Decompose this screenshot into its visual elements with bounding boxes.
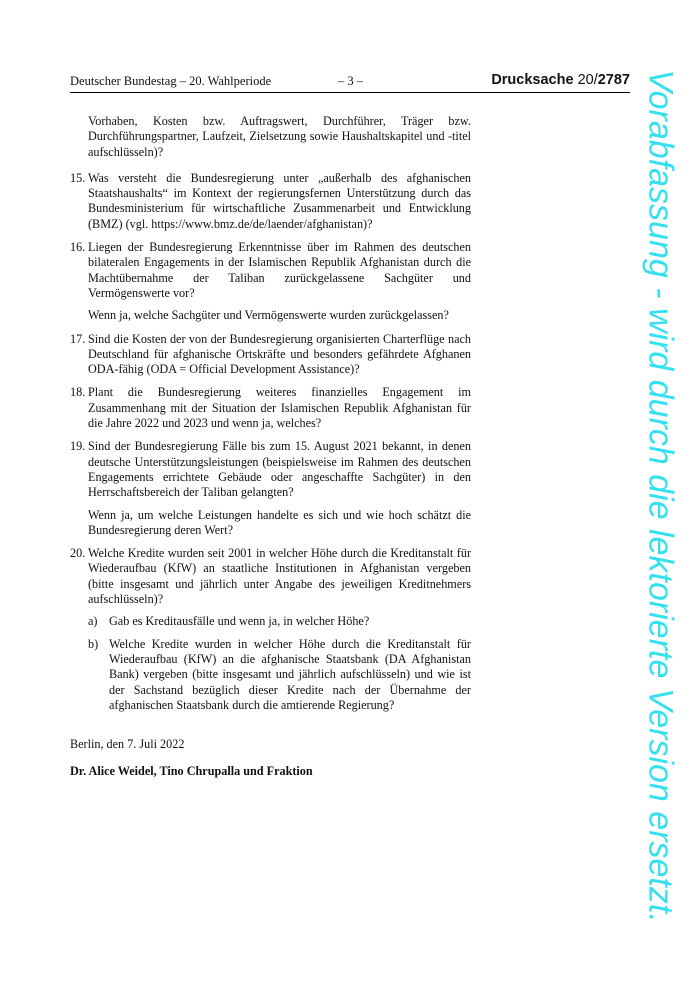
question-20 (70, 546, 471, 713)
question-number: 18. (70, 385, 86, 400)
question-text: Sind der Bundesregierung Fälle bis zum 15. August 2021 bekannt, in denen deutsche Unterstützungsleistungen (beispielsweise im Rahmen des deutschen Engagements errichtete Gebäude oder angeschaffte Sachgüter) in den Herrschaftsbereich der Taliban gelangten? (88, 439, 471, 500)
sub-question-a (88, 614, 471, 629)
question-number: 16. (70, 240, 86, 255)
question-number: 15. (70, 170, 86, 185)
sub-question-letter: a) (88, 614, 98, 629)
page-number: – 3 – (338, 74, 363, 88)
doc-label: Drucksache (491, 72, 574, 88)
question-17 (70, 332, 471, 378)
draft-watermark: Vorabfassung - wird durch die lektorierte Version ersetzt. (641, 69, 680, 923)
signatories: Dr. Alice Weidel, Tino Chrupalla und Fraktion (70, 764, 313, 779)
question-text: Liegen der Bundesregierung Erkenntnisse über im Rahmen des deutschen bilateralen Engagements in der Islamischen Republik Afghanistan durch die Machtübernahme der Taliban zurückgelassene Sachgüter und Vermögenswerte vor? (88, 240, 471, 300)
question-19 (70, 439, 471, 538)
question-15 (70, 171, 471, 232)
page-header (70, 72, 630, 93)
question-text: Sind die Kosten der von der Bundesregierung organisierten Charterflüge nach Deutschland für afghanische Ortskräfte und besonders gefährdete Afghanen ODA-fähig (ODA = Official Development Assistance)? (88, 331, 471, 377)
continuation-text: Vorhaben, Kosten bzw. Auftragswert, Durchführer, Träger bzw. Durchführungspartner, Laufzeit, Zielsetzung sowie Haushaltskapitel und -titel aufschlüsseln)? (88, 114, 471, 159)
sub-question-text: Gab es Kreditausfälle und wenn ja, in welcher Höhe? (109, 614, 370, 629)
question-18 (70, 385, 471, 431)
question-text: Welche Kredite wurden seit 2001 in welcher Höhe durch die Kreditanstalt für Wiederaufbau (KfW) an staatliche Institutionen in Afghanistan vergeben (bitte insgesamt und jährlich unter Angabe des jeweiligen Kreditnehmers aufschlüsseln)? (88, 546, 471, 607)
place-date: Berlin, den 7. Juli 2022 (70, 737, 185, 752)
doc-number: 2787 (597, 72, 630, 88)
doc-number-prefix: 20/ (577, 72, 598, 88)
question-followup: Wenn ja, welche Sachgüter und Vermögenswerte wurden zurückgelassen? (88, 308, 449, 323)
question-number: 20. (70, 546, 86, 561)
sub-question-letter: b) (88, 636, 99, 651)
document-number (491, 72, 630, 88)
question-number: 19. (70, 439, 86, 454)
question-number: 17. (70, 331, 86, 346)
question-16 (70, 240, 471, 323)
question-followup: Wenn ja, um welche Leistungen handelte es sich und wie hoch schätzt die Bundesregierung deren Wert? (88, 507, 471, 537)
document-body (70, 114, 471, 780)
question-text: Was versteht die Bundesregierung unter „außerhalb des afghanischen Staatshaushalts“ im Kontext der regierungsfernen Unterstützung durch das Bundesministerium für wirtschaftliche Zusammenarbeit und Entwicklung (BMZ) (vgl. https://www.bmz.de/de/laender/afghanistan)? (88, 170, 471, 231)
sub-question-b (88, 637, 471, 713)
header-publisher: Deutscher Bundestag – 20. Wahlperiode (70, 74, 272, 88)
sub-question-text: Welche Kredite wurden in welcher Höhe durch die Kreditanstalt für Wiederaufbau (KfW) an die afghanische Staatsbank (DA Afghanistan Bank) vergeben (bitte insgesamt und jährlich aufschlüsseln) und wie ist der Sachstand bezüglich dieser Kredite nach der Übernahme der afghanischen Staatsbank durch die amtierende Regierung? (109, 636, 471, 712)
question-text: Plant die Bundesregierung weiteres finanzielles Engagement im Zusammenhang mit der Situation der Islamischen Republik Afghanistan für die Jahre 2022 und 2023 und wenn ja, welches? (88, 385, 471, 431)
